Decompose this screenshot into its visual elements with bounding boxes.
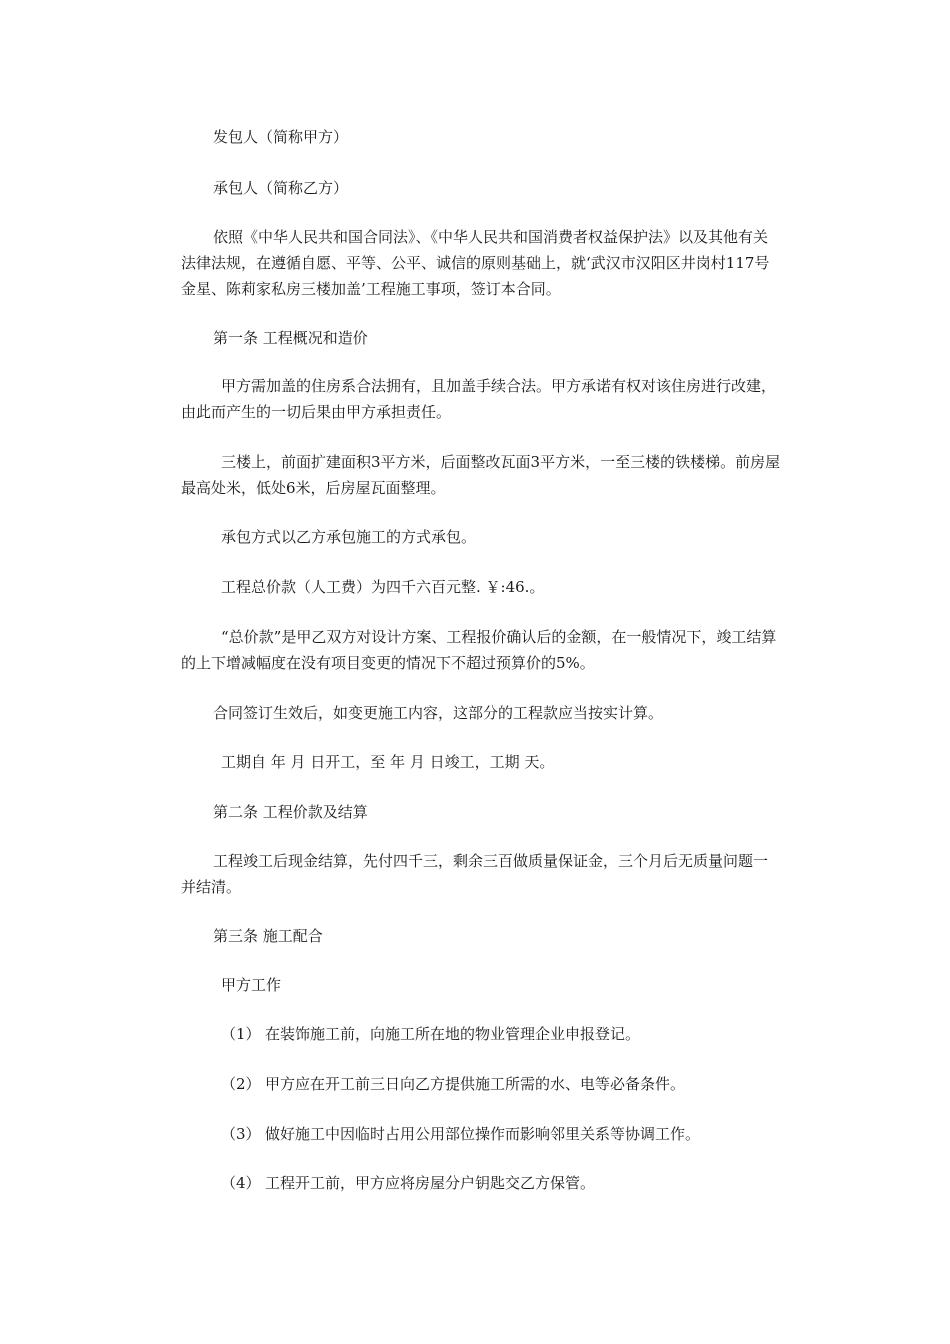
list-item [221,1121,700,1147]
preamble-paragraph: 依照《中华人民共和国合同法》、《中华人民共和国消费者权益保护法》以及其他有关法律法规，在遵循自愿、平等、公平、诚信的原则基础上，就‘武汉市汉阳区井岗村117号金星、陈莉家私房三楼加盖’工程施工事项，签订本合同。 [181,228,770,298]
list-item-text: 工程开工前，甲方应将房屋分户钥匙交乙方保管。 [265,1174,596,1192]
party-b-line: 承包人（简称乙方） [213,179,349,197]
list-item-number: （4） [221,1174,261,1192]
article-1-heading: 第一条 工程概况和造价 [213,329,368,347]
list-item-number: （3） [221,1125,261,1143]
contract-method-line: 承包方式以乙方承包施工的方式承包。 [221,528,477,546]
party-a-duties-heading: 甲方工作 [221,976,282,994]
article-3-heading: 第三条 施工配合 [213,927,323,945]
change-clause-line: 合同签订生效后，如变更施工内容，这部分的工程款应当按实计算。 [213,704,664,722]
total-price-line: 工程总价款（人工费）为四千六百元整. ￥:46.。 [221,578,545,596]
list-item-number: （2） [221,1075,261,1093]
list-item [221,1071,685,1097]
article-2-heading: 第二条 工程价款及结算 [213,803,368,821]
list-item-number: （1） [221,1025,261,1043]
settlement-paragraph: 工程竣工后现金结算，先付四千三，剩余三百做质量保证金，三个月后无质量问题一并结清。 [181,852,769,896]
list-item-text: 在装饰施工前，向施工所在地的物业管理企业申报登记。 [265,1025,641,1043]
list-item [221,1021,640,1047]
list-item-text: 做好施工中因临时占用公用部位操作而影响邻里关系等协调工作。 [265,1125,701,1143]
scope-paragraph: 三楼上，前面扩建面积3平方米，后面整改瓦面3平方米，一至三楼的铁楼梯。前房屋最高处米，低处6米，后房屋瓦面整理。 [181,453,781,497]
ownership-paragraph: 甲方需加盖的住房系合法拥有，且加盖手续合法。甲方承诺有权对该住房进行改建，由此而产生的一切后果由甲方承担责任。 [181,377,777,421]
list-item [221,1170,595,1196]
list-item-text: 甲方应在开工前三日向乙方提供施工所需的水、电等必备条件。 [265,1075,686,1093]
party-a-line: 发包人（简称甲方） [213,128,349,146]
price-definition-paragraph: “总价款”是甲乙双方对设计方案、工程报价确认后的金额，在一般情况下，竣工结算的上下增减幅度在没有项目变更的情况下不超过预算价的5%。 [181,628,777,672]
schedule-line: 工期自 年 月 日开工，至 年 月 日竣工，工期 天。 [221,753,555,771]
